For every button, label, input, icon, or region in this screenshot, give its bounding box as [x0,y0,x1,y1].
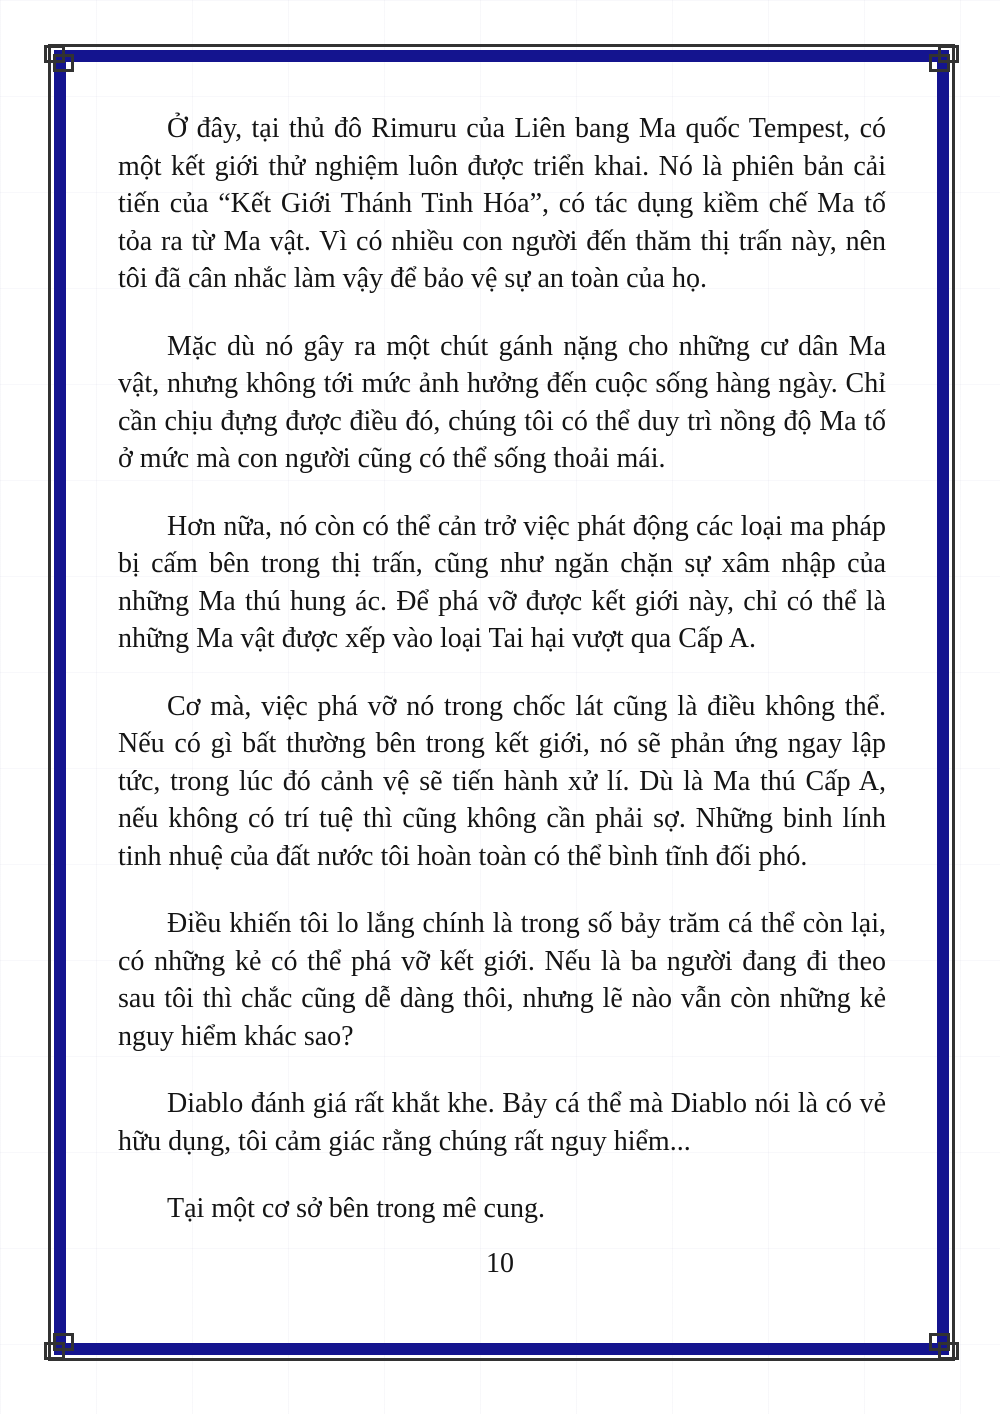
paragraph: Diablo đánh giá rất khắt khe. Bảy cá thể mà Diablo nói là có vẻ hữu dụng, tôi cảm giác rằng chúng rất nguy hiểm... [118,1088,886,1157]
paragraph: Mặc dù nó gây ra một chút gánh nặng cho những cư dân Ma vật, nhưng không tới mức ảnh hưởng đến cuộc sống hàng ngày. Chỉ cần chịu đựng được điều đó, chúng tôi có thể duy trì nồng độ Ma tố ở mức mà con người cũng có thể sống thoải mái. [118,330,886,474]
ornament-square [53,1333,74,1351]
paragraph: Ở đây, tại thủ đô Rimuru của Liên bang Ma quốc Tempest, có một kết giới thử nghiệm luôn được triển khai. Nó là phiên bản cải tiến của “Kết Giới Thánh Tinh Hóa”, có tác dụng kiềm chế Ma tố tỏa ra từ Ma vật. Vì có nhiều con người đến thăm thị trấn này, nên tôi đã cân nhắc làm vậy để bảo vệ sự an toàn của họ. [118,113,886,294]
body-text [118,110,886,1258]
page-number: 10 [486,1248,514,1279]
paragraph: Tại một cơ sở bên trong mê cung. [167,1193,545,1224]
paragraph: Cơ mà, việc phá vỡ nó trong chốc lát cũng là điều không thể. Nếu có gì bất thường bên trong kết giới, nó sẽ phản ứng ngay lập tức, trong lúc đó cảnh vệ sẽ tiến hành xử lí. Dù là Ma thú Cấp A, nếu không có trí tuệ thì cũng không cần phải sợ. Những binh lính tinh nhuệ của đất nước tôi hoàn toàn có thể bình tĩnh đối phó. [118,690,886,872]
ornament-square [929,1333,950,1351]
ornament-square [53,54,74,72]
paragraph: Hơn nữa, nó còn có thể cản trở việc phát động các loại ma pháp bị cấm bên trong thị trấn, cũng như ngăn chặn sự xâm nhập của những Ma thú hung ác. Để phá vỡ được kết giới này, chỉ có thể là những Ma vật được xếp vào loại Tai hại vượt qua Cấp A. [118,510,886,654]
ornament-square [929,54,950,72]
paragraph: Điều khiến tôi lo lắng chính là trong số bảy trăm cá thể còn lại, có những kẻ có thể phá vỡ kết giới. Nếu là ba người đang đi theo sau tôi thì chắc cũng dễ dàng thôi, nhưng lẽ nào vẫn còn những kẻ nguy hiểm khác sao? [118,908,886,1052]
